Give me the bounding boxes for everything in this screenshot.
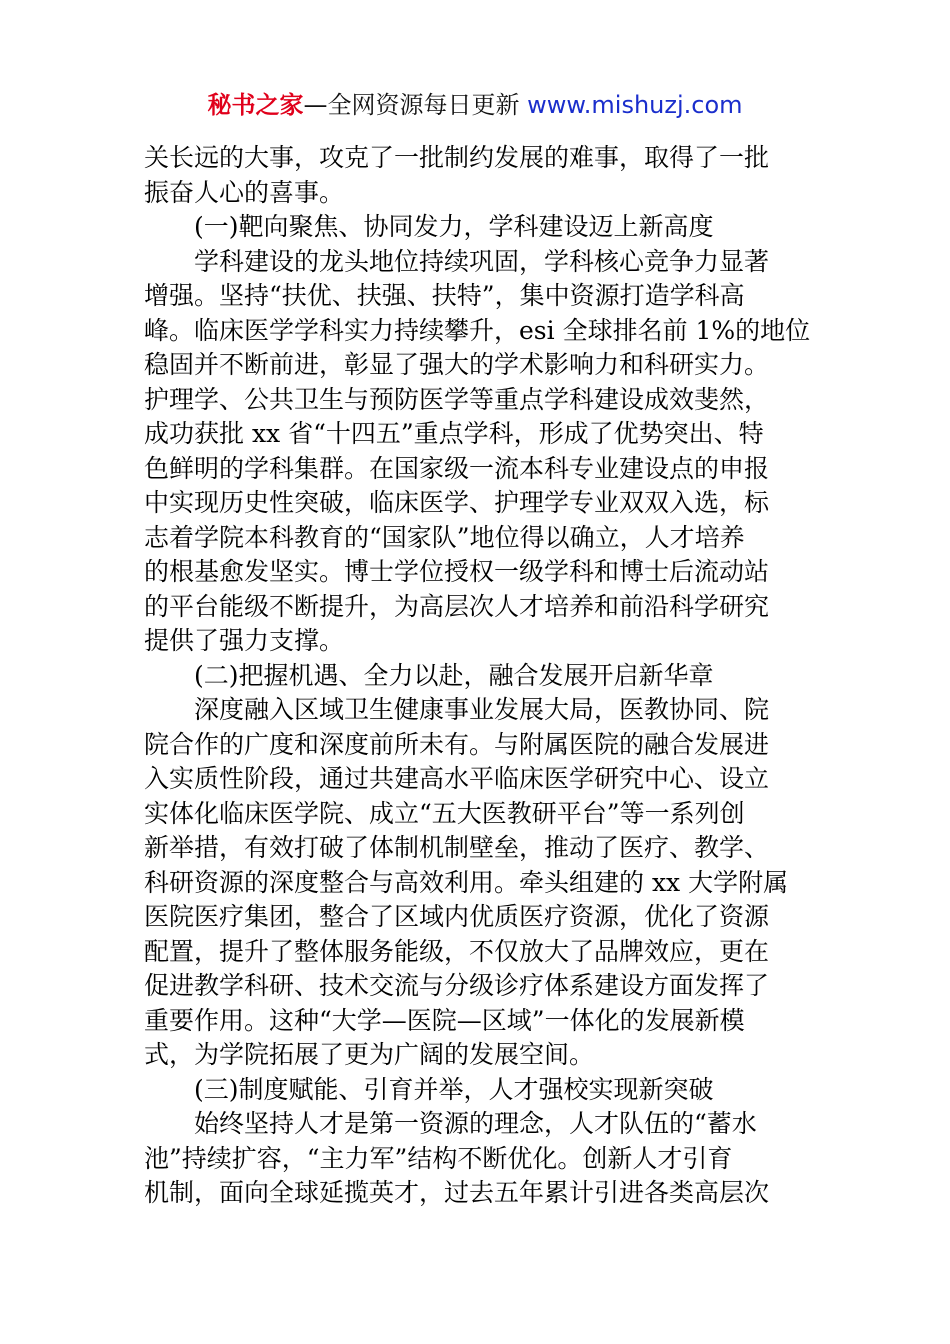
body-line: 医院医疗集团，整合了区域内优质医疗资源，优化了资源 xyxy=(144,902,770,931)
body-line: 成功获批 xx 省“十四五”重点学科，形成了优势突出、特 xyxy=(144,419,764,448)
body-line: 池”持续扩容，“主力军”结构不断优化。创新人才引育 xyxy=(144,1143,733,1173)
body-line: 学科建设的龙头地位持续巩固，学科核心竞争力显著 xyxy=(194,246,770,276)
body-line: 振奋人心的喜事。 xyxy=(144,177,345,207)
website-link[interactable]: www.mishuzj.com xyxy=(527,91,743,119)
brand-name: 秘书之家 xyxy=(207,91,304,119)
body-line: 中实现历史性突破，临床医学、护理学专业双双入选，标 xyxy=(144,488,770,517)
body-line: 色鲜明的学科集群。在国家级一流本科专业建设点的申报 xyxy=(144,453,770,483)
body-line: 院合作的广度和深度前所未有。与附属医院的融合发展进 xyxy=(144,729,770,759)
body-line: 志着学院本科教育的“国家队”地位得以确立，人才培养 xyxy=(144,522,745,552)
body-line: 护理学、公共卫生与预防医学等重点学科建设成效斐然， xyxy=(144,384,770,414)
body-line: 始终坚持人才是第一资源的理念，人才队伍的“蓄水 xyxy=(194,1109,757,1138)
body-line: 稳固并不断前进，彰显了强大的学术影响力和科研实力。 xyxy=(144,350,770,379)
body-line: 科研资源的深度整合与高效利用。牵头组建的 xx 大学附属 xyxy=(144,867,789,897)
section-heading-2: (二)把握机遇、全力以赴，融合发展开启新华章 xyxy=(194,660,714,690)
body-line: 机制，面向全球延揽英才，过去五年累计引进各类高层次 xyxy=(144,1178,770,1207)
body-line: 增强。坚持“扶优、扶强、扶特”，集中资源打造学科高 xyxy=(144,281,745,310)
header-tagline: —全网资源每日更新 xyxy=(303,91,528,119)
section-heading-1: (一)靶向聚焦、协同发力，学科建设迈上新高度 xyxy=(194,212,714,241)
body-line: 提供了强力支撑。 xyxy=(144,626,345,655)
body-line: 深度融入区域卫生健康事业发展大局，医教协同、院 xyxy=(194,695,770,724)
document-body xyxy=(144,141,811,1211)
body-line: 关长远的大事，攻克了一批制约发展的难事，取得了一批 xyxy=(144,143,770,172)
body-line: 入实质性阶段，通过共建高水平临床医学研究中心、设立 xyxy=(144,764,770,793)
body-line: 式，为学院拓展了更为广阔的发展空间。 xyxy=(144,1040,595,1069)
section-heading-3: (三)制度赋能、引育并举，人才强校实现新突破 xyxy=(194,1074,714,1104)
body-line: 实体化临床医学院、成立“五大医教研平台”等一系列创 xyxy=(144,798,745,828)
body-line: 重要作用。这种“大学—医院—区域”一体化的发展新模 xyxy=(144,1005,745,1035)
body-line: 的平台能级不断提升，为高层次人才培养和前沿科学研究 xyxy=(144,591,770,621)
body-line: 新举措，有效打破了体制机制壁垒，推动了医疗、教学、 xyxy=(144,833,770,862)
page-header xyxy=(0,88,950,122)
body-line: 促进教学科研、技术交流与分级诊疗体系建设方面发挥了 xyxy=(144,971,770,1000)
body-line: 的根基愈发坚实。博士学位授权一级学科和博士后流动站 xyxy=(144,557,770,586)
body-line: 峰。临床医学学科实力持续攀升，esi 全球排名前 1%的地位 xyxy=(144,315,811,345)
body-line: 配置，提升了整体服务能级，不仅放大了品牌效应，更在 xyxy=(144,936,770,966)
